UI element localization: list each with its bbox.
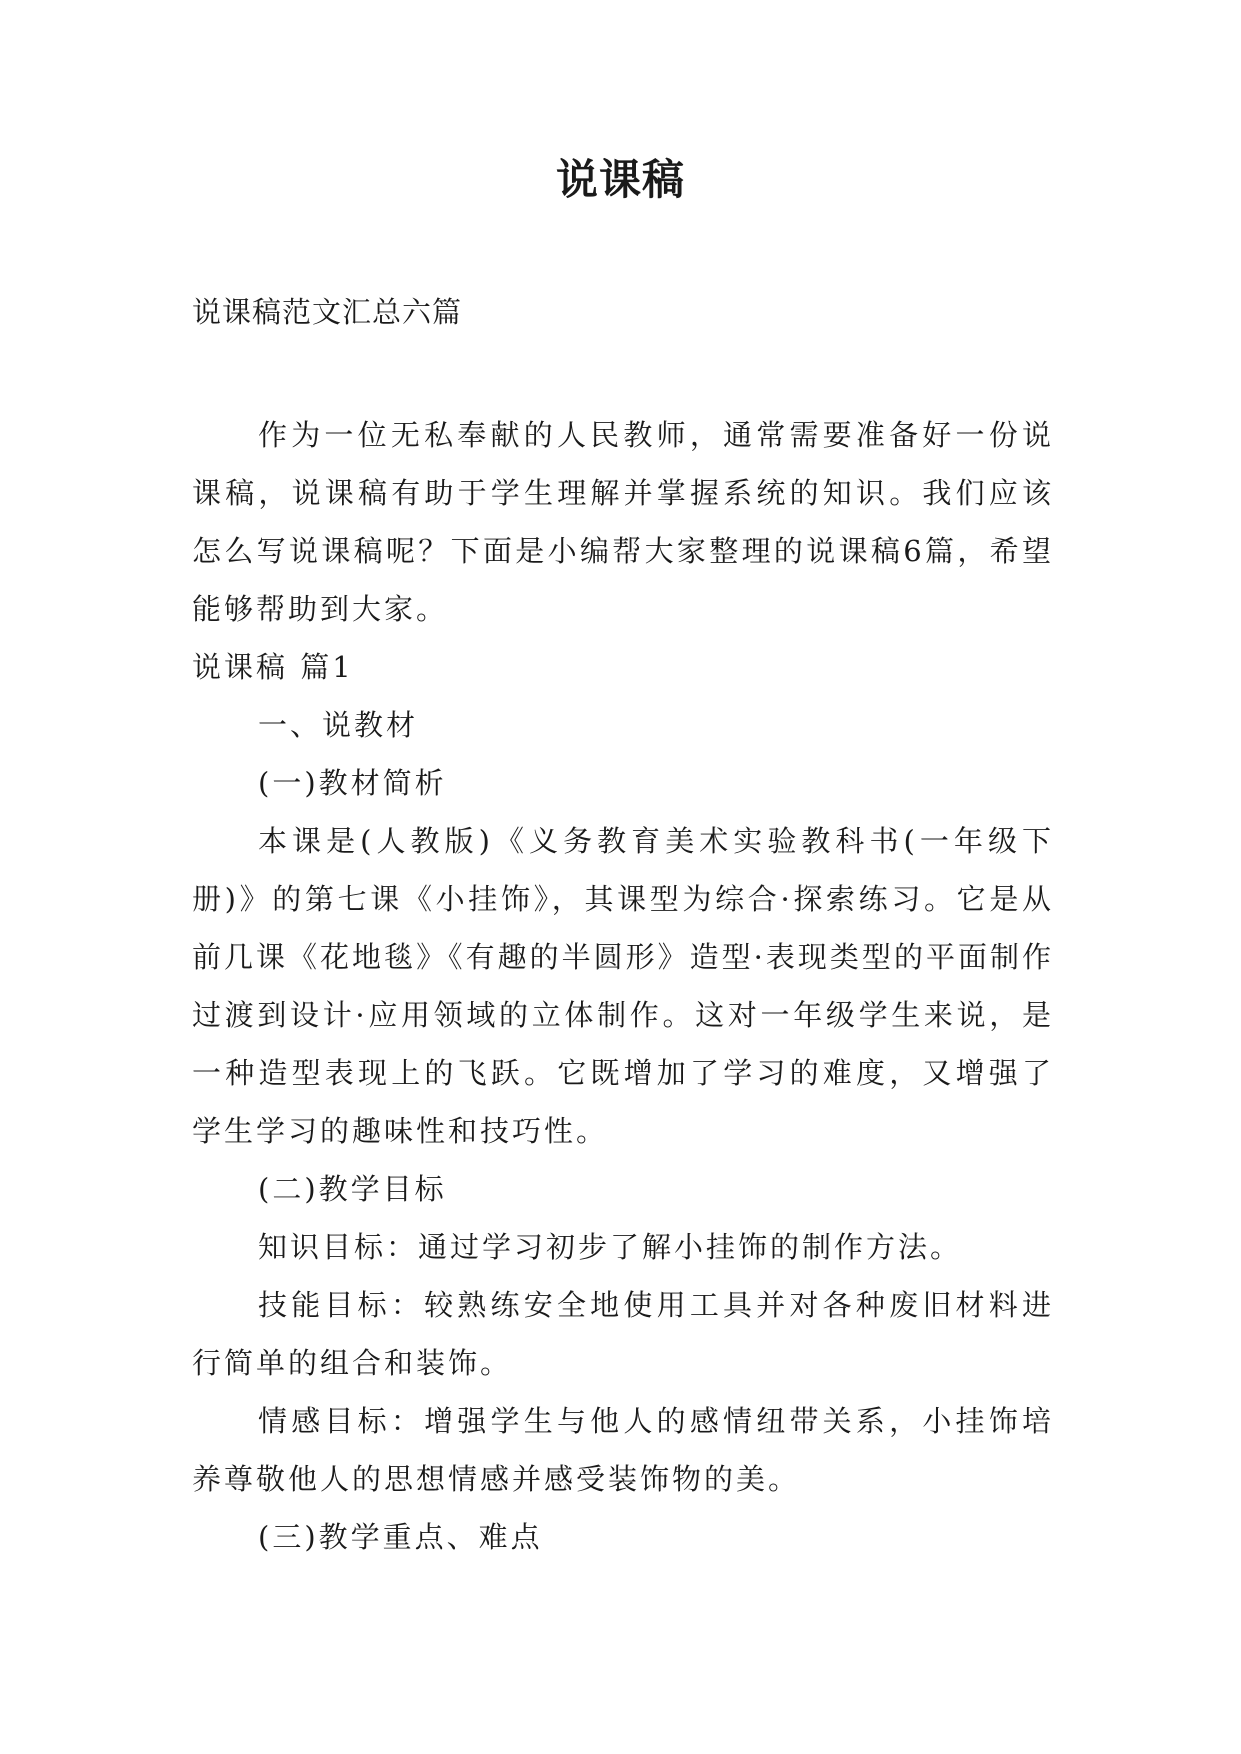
paragraph-knowledge-goal: 知识目标：通过学习初步了解小挂饰的制作方法。 bbox=[258, 1230, 963, 1264]
document-subtitle: 说课稿范文汇总六篇 bbox=[192, 295, 463, 329]
paragraph-intro: 作为一位无私奉献的人民教师，通常需要准备好一份说课稿，说课稿有助于学生理解并掌握系统的知识。我们应该怎么写说课稿呢？下面是小编帮大家整理的说课稿6篇，希望能够帮助到大家。 bbox=[192, 418, 1054, 626]
document-title: 说课稿 bbox=[555, 155, 685, 204]
section-heading-part-1: 说课稿 篇1 bbox=[192, 650, 354, 684]
paragraph-textbook-analysis: 本课是(人教版)《义务教育美术实验教科书(一年级下册)》的第七课《小挂饰》，其课型为综合·探索练习。它是从前几课《花地毯》《有趣的半圆形》造型·表现类型的平面制作过渡到设计·应用领域的立体制作。这对一年级学生来说，是一种造型表现上的飞跃。它既增加了学习的难度，又增强了学生学习的趣味性和技巧性。 bbox=[192, 824, 1054, 1148]
paragraph-skill-goal: 技能目标：较熟练安全地使用工具并对各种废旧材料进行简单的组合和装饰。 bbox=[192, 1288, 1054, 1380]
subheading-textbook-analysis: (一)教材简析 bbox=[258, 766, 447, 800]
paragraph-emotion-goal: 情感目标：增强学生与他人的感情纽带关系，小挂饰培养尊敬他人的思想情感并感受装饰物的美。 bbox=[192, 1404, 1054, 1496]
subheading-teaching-goals: (二)教学目标 bbox=[258, 1172, 447, 1206]
heading-textbook: 一、说教材 bbox=[258, 708, 419, 742]
subheading-key-difficult-points: (三)教学重点、难点 bbox=[258, 1520, 543, 1554]
document-body bbox=[192, 406, 1054, 1566]
